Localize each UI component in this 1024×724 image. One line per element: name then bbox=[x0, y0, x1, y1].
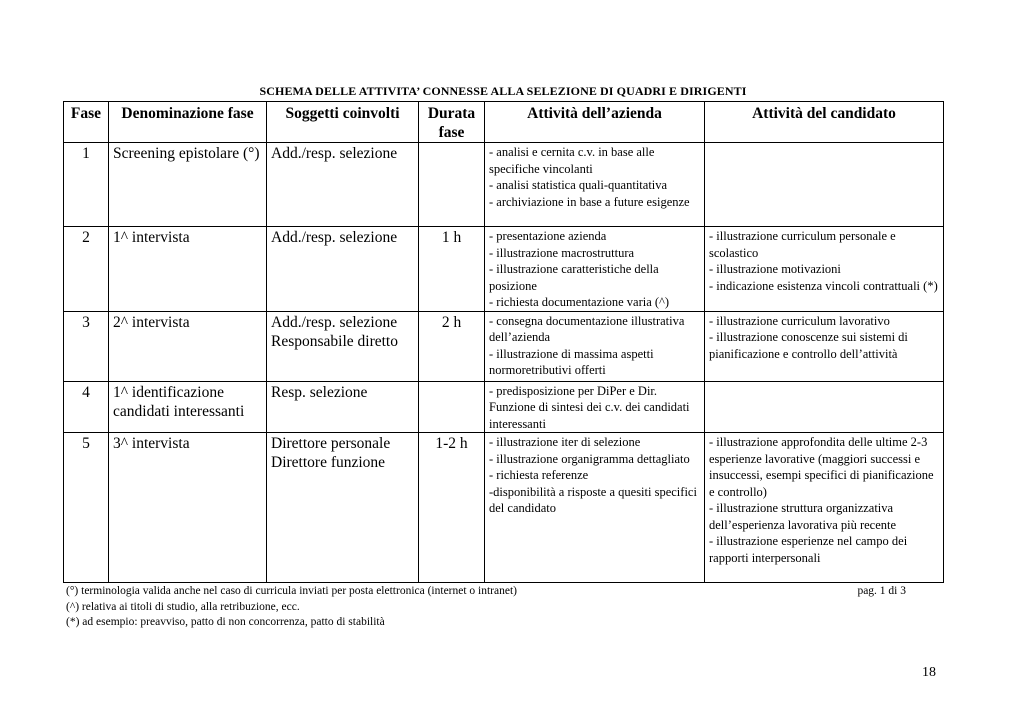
cell-fase: 5 bbox=[64, 433, 109, 583]
cell-fase: 2 bbox=[64, 227, 109, 312]
footnote: (^) relativa ai titoli di studio, alla retribuzione, ecc. bbox=[66, 600, 300, 613]
document-title: SCHEMA DELLE ATTIVITA’ CONNESSE ALLA SELEZIONE DI QUADRI E DIRIGENTI bbox=[259, 84, 747, 98]
cell-attivita-azienda-line: - illustrazione macrostruttura bbox=[489, 245, 635, 260]
cell-durata: 1-2 h bbox=[419, 433, 485, 583]
footnote-row bbox=[66, 615, 926, 631]
cell-fase: 1 bbox=[64, 143, 109, 227]
cell-attivita-azienda-line: -disponibilità a risposte a quesiti specifici del candidato bbox=[489, 484, 697, 515]
cell-soggetti-line: Add./resp. selezione bbox=[271, 229, 398, 246]
cell-attivita-azienda-line: - analisi e cernita c.v. in base alle specifiche vincolanti bbox=[489, 145, 655, 176]
header-fase: Fase bbox=[64, 102, 109, 143]
cell-attivita-candidato bbox=[705, 381, 944, 433]
table-row bbox=[64, 143, 944, 227]
cell-attivita-candidato-line: - illustrazione conoscenze sui sistemi di pianificazione e controllo dell’attività bbox=[709, 330, 908, 361]
cell-attivita-azienda-line: - illustrazione di massima aspetti normoretributivi offerti bbox=[489, 346, 654, 377]
cell-attivita-candidato bbox=[705, 227, 944, 312]
cell-attivita-candidato-line: - illustrazione approfondita delle ultime 2-3 esperienze lavorative (maggiori successi e insuccessi, esempi specifici di pianificazione e controllo) bbox=[709, 435, 934, 499]
footnote: (°) terminologia valida anche nel caso di curricula inviati per posta elettronica (internet o intranet) bbox=[66, 585, 517, 597]
cell-attivita-candidato-line: - indicazione esistenza vincoli contrattuali (*) bbox=[709, 278, 938, 293]
cell-attivita-azienda bbox=[485, 433, 705, 583]
footnote: (*) ad esempio: preavviso, patto di non concorrenza, patto di stabilità bbox=[66, 616, 385, 628]
cell-denominazione bbox=[109, 311, 267, 381]
header-durata: Durata fase bbox=[419, 102, 485, 143]
cell-attivita-azienda-line: - analisi statistica quali-quantitativa bbox=[489, 178, 668, 192]
table-row bbox=[64, 381, 944, 433]
cell-attivita-azienda bbox=[485, 381, 705, 433]
cell-attivita-azienda-line: - archiviazione in base a future esigenze bbox=[489, 194, 690, 209]
table-row bbox=[64, 433, 944, 583]
cell-attivita-azienda-line: - consegna documentazione illustrativa dell’azienda bbox=[489, 313, 685, 344]
cell-denominazione bbox=[109, 433, 267, 583]
cell-attivita-candidato-line: - illustrazione esperienze nel campo dei rapporti interpersonali bbox=[709, 534, 908, 565]
cell-denominazione-line: 3^ intervista bbox=[113, 435, 190, 452]
footnote-row bbox=[66, 584, 926, 600]
cell-durata: 2 h bbox=[419, 311, 485, 381]
cell-attivita-candidato-line: - illustrazione motivazioni bbox=[709, 262, 841, 276]
header-attivita-azienda: Attività dell’azienda bbox=[485, 102, 705, 143]
cell-fase: 4 bbox=[64, 381, 109, 433]
cell-soggetti bbox=[267, 143, 419, 227]
cell-attivita-candidato bbox=[705, 143, 944, 227]
cell-denominazione-line: Screening epistolare (°) bbox=[113, 145, 260, 162]
cell-durata bbox=[419, 381, 485, 433]
cell-attivita-azienda-line: - predisposizione per DiPer e Dir. Funzione di sintesi dei c.v. dei candidati interessanti bbox=[489, 383, 690, 431]
cell-soggetti bbox=[267, 433, 419, 583]
cell-attivita-azienda bbox=[485, 311, 705, 381]
header-denominazione: Denominazione fase bbox=[109, 102, 267, 143]
cell-soggetti bbox=[267, 381, 419, 433]
header-soggetti: Soggetti coinvolti bbox=[267, 102, 419, 143]
cell-soggetti-line: Direttore personale bbox=[271, 435, 391, 452]
page-reference: pag. 1 di 3 bbox=[857, 585, 906, 597]
cell-attivita-azienda-line: - illustrazione caratteristiche della posizione bbox=[489, 262, 659, 293]
cell-denominazione bbox=[109, 381, 267, 433]
cell-soggetti-line: Responsabile diretto bbox=[271, 332, 398, 350]
footnotes bbox=[66, 584, 926, 631]
cell-soggetti-line: Add./resp. selezione bbox=[271, 313, 398, 331]
cell-denominazione-line: 1^ intervista bbox=[113, 229, 190, 246]
page-number: 18 bbox=[922, 665, 936, 680]
cell-durata bbox=[419, 143, 485, 227]
table-row bbox=[64, 311, 944, 381]
cell-soggetti-line: Add./resp. selezione bbox=[271, 145, 398, 162]
header-attivita-candidato: Attività del candidato bbox=[705, 102, 944, 143]
cell-attivita-candidato-line: - illustrazione struttura organizzativa dell’esperienza lavorativa più recente bbox=[709, 501, 897, 532]
cell-soggetti bbox=[267, 227, 419, 312]
cell-soggetti-line: Resp. selezione bbox=[271, 383, 368, 401]
cell-attivita-candidato bbox=[705, 433, 944, 583]
cell-attivita-azienda-line: - illustrazione iter di selezione bbox=[489, 435, 641, 449]
cell-attivita-azienda-line: - richiesta documentazione varia (^) bbox=[489, 295, 670, 309]
cell-fase: 3 bbox=[64, 311, 109, 381]
table-header-row bbox=[64, 102, 944, 143]
cell-attivita-azienda-line: - richiesta referenze bbox=[489, 468, 589, 482]
cell-denominazione-line: 2^ intervista bbox=[113, 313, 190, 331]
table-row bbox=[64, 227, 944, 312]
activities-table bbox=[63, 101, 944, 583]
cell-denominazione bbox=[109, 227, 267, 312]
cell-attivita-candidato bbox=[705, 311, 944, 381]
cell-denominazione-line: 1^ identificazione candidati interessanti bbox=[113, 383, 245, 420]
cell-denominazione bbox=[109, 143, 267, 227]
footnote-row bbox=[66, 600, 926, 616]
cell-attivita-candidato-line: - illustrazione curriculum lavorativo bbox=[709, 313, 890, 328]
cell-attivita-azienda bbox=[485, 143, 705, 227]
cell-attivita-azienda-line: - presentazione azienda bbox=[489, 229, 607, 243]
cell-attivita-azienda bbox=[485, 227, 705, 312]
cell-soggetti-line: Direttore funzione bbox=[271, 454, 386, 471]
cell-attivita-azienda-line: - illustrazione organigramma dettagliato bbox=[489, 451, 690, 466]
cell-attivita-candidato-line: - illustrazione curriculum personale e scolastico bbox=[709, 229, 896, 260]
cell-soggetti bbox=[267, 311, 419, 381]
cell-durata: 1 h bbox=[419, 227, 485, 312]
